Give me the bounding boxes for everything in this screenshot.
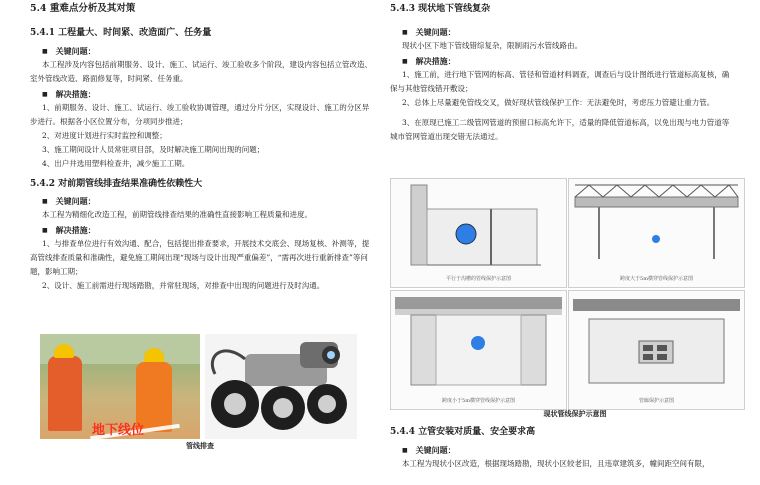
hard-hat: [54, 344, 74, 358]
solution-item: 3、在原现已施工二级管网管道的预留口标高允许下，适量的降低管道标高，以免出现与电力管道等城市管网管道出现交错无法通过。: [390, 118, 730, 141]
heading-5-4-3: 5.4.3 现状地下管线复杂: [390, 4, 491, 14]
key-issue-label: ■ 关键问题：: [42, 45, 375, 58]
solution-item: 4、出户井选用塑料检查井，减少施工工期。: [42, 159, 190, 168]
worker-figure: [48, 356, 82, 431]
section-5-4-4: [390, 425, 735, 471]
underground-line-label: 地下线位: [92, 423, 145, 438]
figure-label: 跨度大于5m横穿管线保护示意图: [620, 276, 693, 282]
figure-span-over-5m: [568, 178, 745, 288]
solution-item: 2、总体上尽量避免管线交叉，做好现状管线保护工作：无法避免时，考虑压力管避让重力管。: [402, 98, 715, 107]
key-issue-label: ■ 关键问题：: [402, 444, 735, 457]
inspection-robot-icon: [205, 334, 357, 439]
key-issue-text: 现状小区下地下管线错综复杂，限制雨污水管线路由。: [402, 41, 582, 50]
figure-caption: 现状管线保护示意图: [543, 409, 607, 418]
parallel-protection-diagram: [391, 179, 566, 275]
pipe-inspection-robot-photo: [205, 334, 357, 439]
heading-5-4-2: 5.4.2 对前期管线排查结果准确性依赖性大: [30, 179, 203, 189]
solution-item: 2、对进度计划进行实时监控和调整；: [42, 131, 167, 140]
corridor-protection-diagram: [569, 291, 744, 397]
truss-protection-diagram: [569, 179, 744, 275]
figure-parallel-protection: [390, 178, 567, 288]
heading-5-4-1: 5.4.1 工程量大、时间紧、改造面广、任务量: [30, 28, 212, 38]
solution-label: ■ 解决措施：: [402, 55, 735, 68]
right-column: [390, 0, 735, 144]
figure-label: 管廊保护示意图: [638, 398, 674, 404]
solution-item: 1、前期服务、设计、施工、试运行、竣工验收协调管理，通过分片分区，实现设计、施工的分区异步进行。根据各小区位置分布，分项同步推进；: [30, 103, 370, 126]
heading-5-4-4: 5.4.4 立管安装对质量、安全要求高: [390, 427, 536, 437]
figure-label: 平行于沟槽的管线保护示意图: [445, 276, 511, 282]
solution-item: 2、设计、施工前需进行现场踏勘，并常驻现场，对排查中出现的问题进行及时沟通。: [42, 281, 325, 290]
solution-label: ■ 解决措施：: [42, 88, 375, 101]
trench-protection-diagram: [391, 291, 566, 397]
figure-corridor-protection: [568, 290, 745, 410]
figure-label: 跨度小于5m横穿管线保护示意图: [442, 398, 515, 404]
key-issue-label: ■ 关键问题：: [402, 26, 735, 39]
photo-caption: 管线排查: [186, 441, 214, 450]
solution-label: ■ 解决措施：: [42, 224, 375, 237]
figure-span-under-5m: [390, 290, 567, 410]
key-issue-text: 本工程为精细化改造工程，前期管线排查结果的准确性直接影响工程质量和进度。: [42, 210, 312, 219]
solution-item: 1、施工前，进行地下管网的标高、管径和管道材料调查，调查后与设计图纸进行管道标高复核，确保与其他管线错开敷设；: [390, 70, 730, 93]
key-issue-text: 本工程为现状小区改造，根据现场踏勘，现状小区较老旧，且违章建筑多，幢间距空间有限，: [402, 459, 710, 468]
section-title: 5.4 重难点分析及其对策: [30, 3, 136, 14]
pipeline-survey-photo: [40, 334, 200, 439]
solution-item: 1、与排查单位进行有效沟通、配合，包括提出排查要求，开展技术交底会、现场复核、补测等，提高管线排查质量和准确性，避免施工期间出现“现场与设计出现严重偏差”，“需再次进行重新排查”等问题，影响工期；: [30, 239, 370, 276]
key-issue-label: ■ 关键问题：: [42, 195, 375, 208]
left-column: [30, 0, 375, 293]
hard-hat: [144, 348, 164, 362]
key-issue-text: 本工程涉及内容包括前期服务、设计、施工、试运行、竣工验收多个阶段，建设内容包括立管改造、室外管线改造、路面修复等，时间紧、任务重。: [30, 60, 372, 83]
solution-item: 3、施工期间设计人员常驻项目部，及时解决施工期间出现的问题；: [42, 145, 265, 154]
